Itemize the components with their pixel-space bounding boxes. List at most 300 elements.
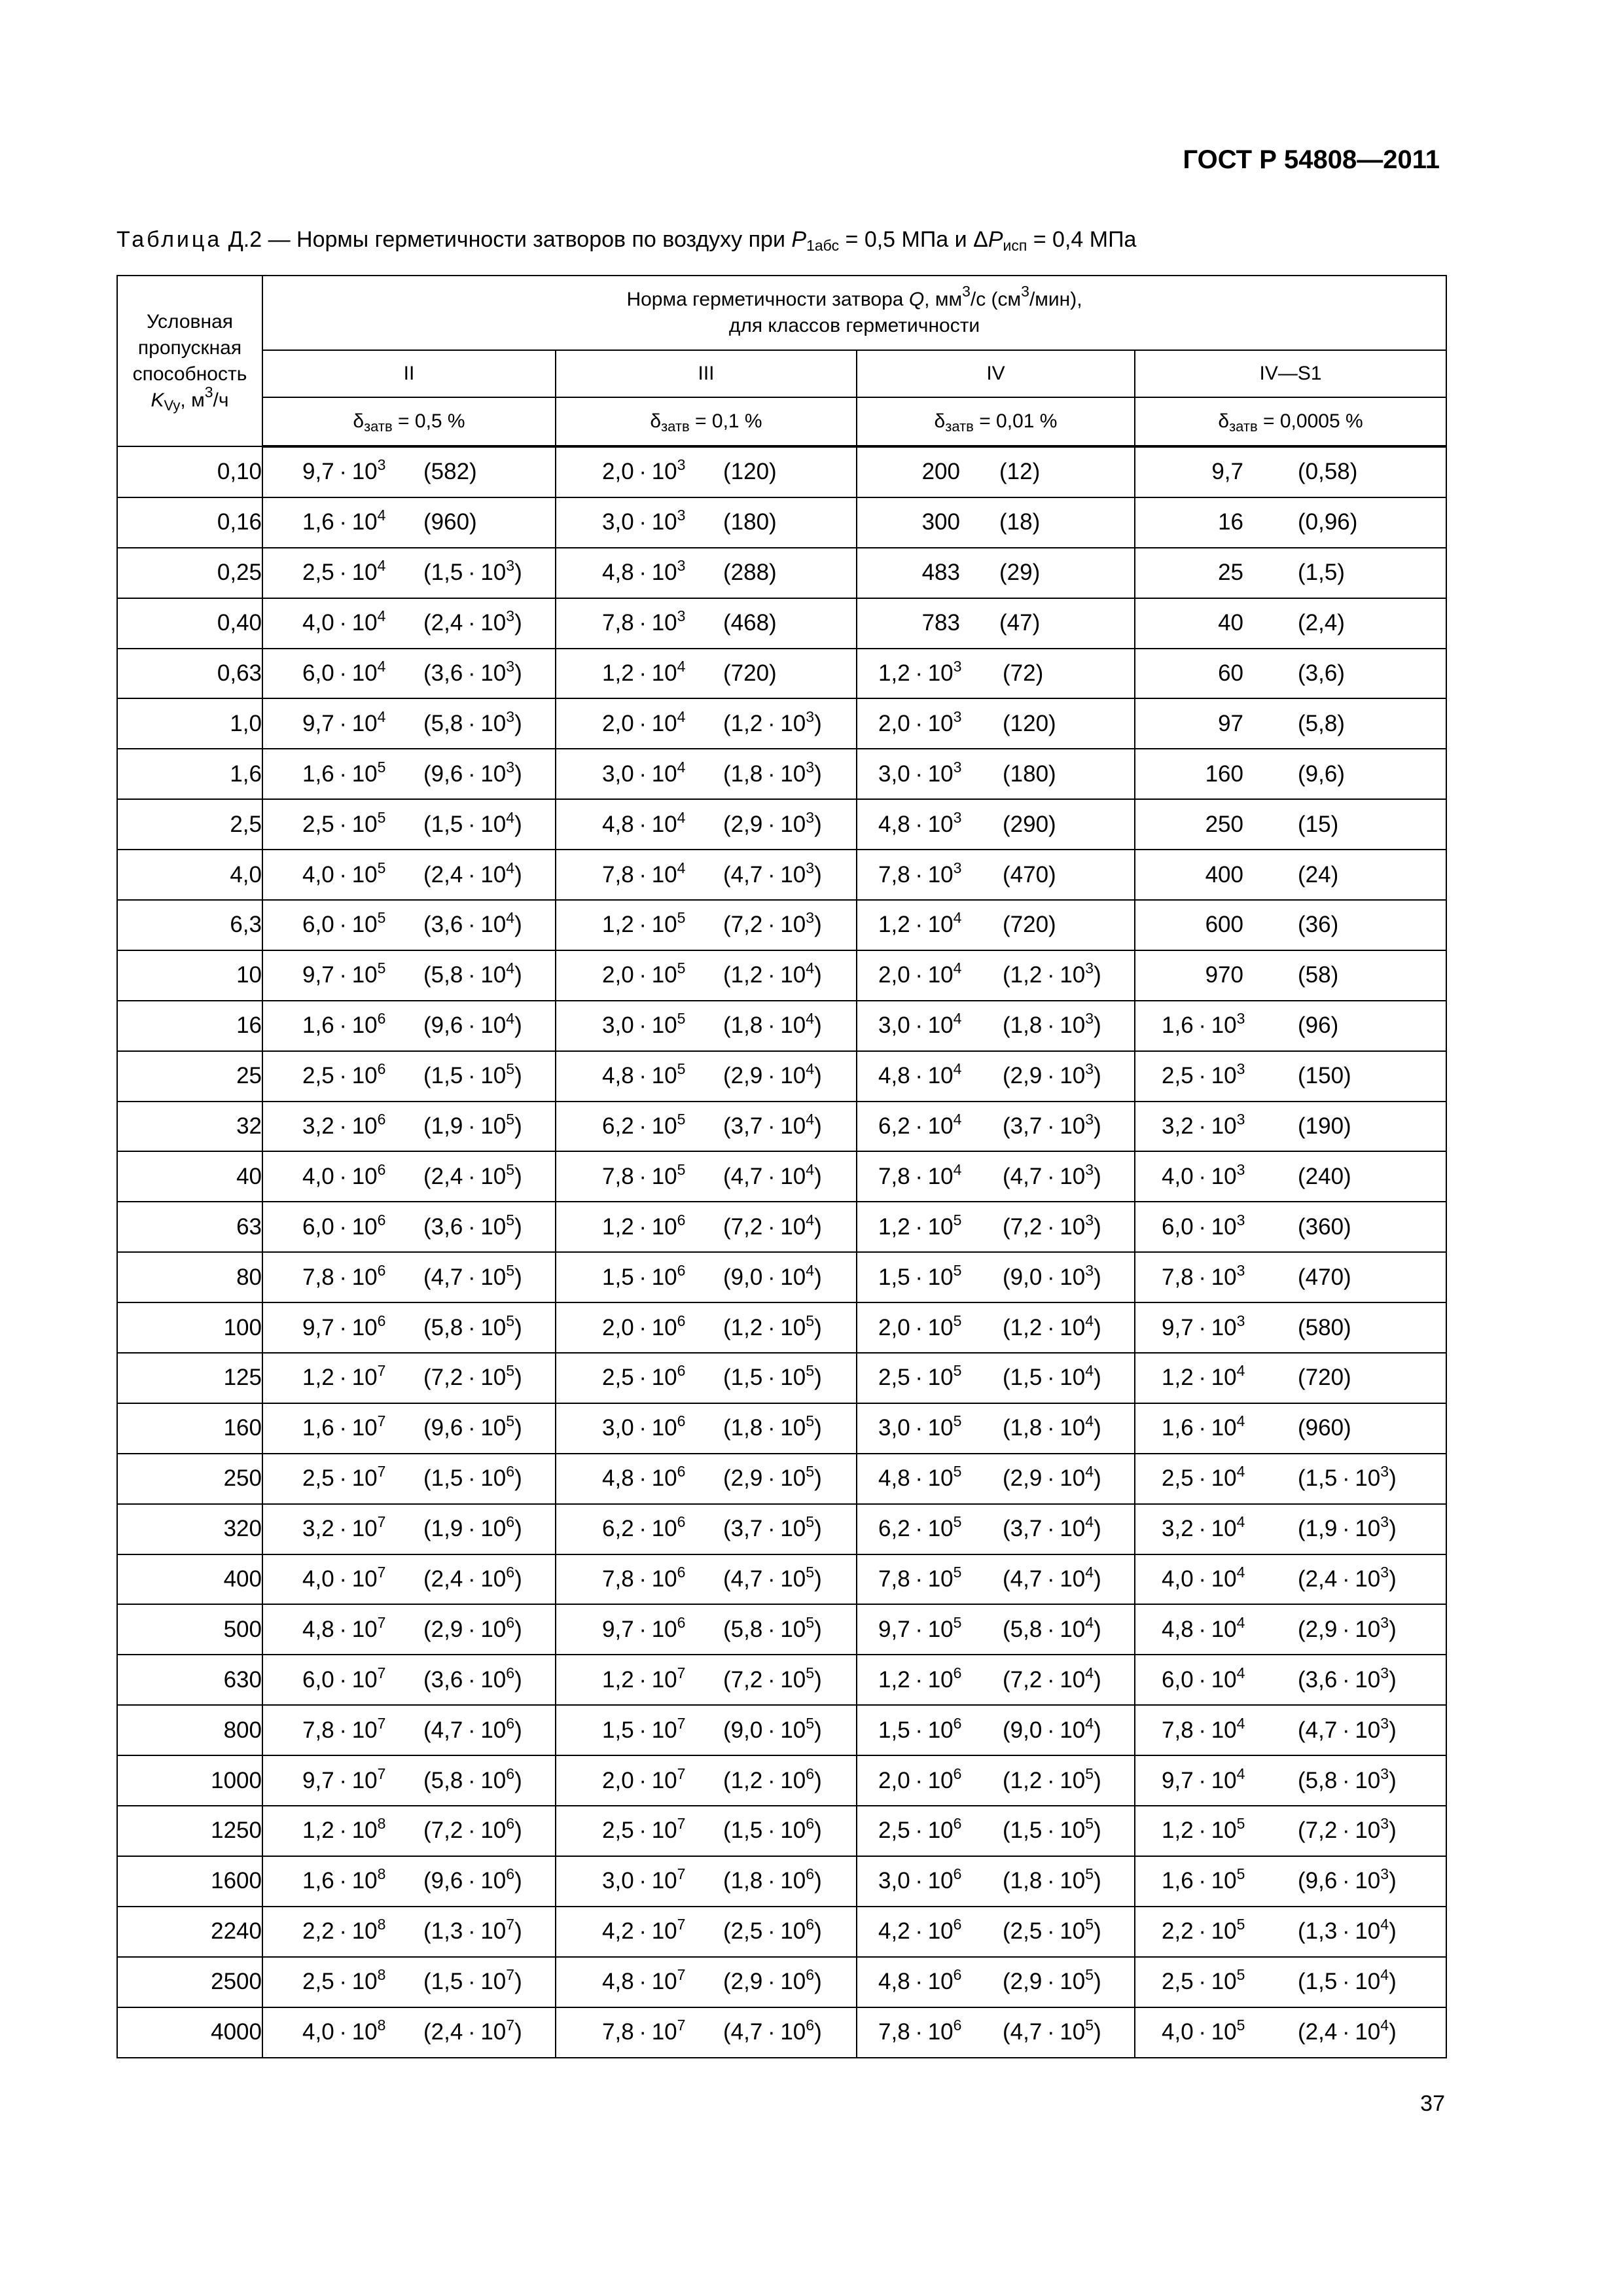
- norm-value-cm3min: $(4,7 \cdot 10^6)$: [723, 2017, 822, 2045]
- norm-value-cm3min: (2,4): [1298, 610, 1345, 636]
- norm-cell-iii: [556, 1504, 857, 1554]
- delta-header-iii: $\delta_{затв} = 0,1$ %: [556, 397, 857, 446]
- norm-cell-ii: [262, 698, 556, 749]
- norm-cell-ii: [262, 749, 556, 799]
- norm-line1-after: /мин),: [1029, 289, 1082, 310]
- norm-value-mm3s: 200: [921, 459, 960, 485]
- norm-value-cm3min: $(3,6 \cdot 10^4)$: [423, 909, 522, 938]
- kv-value: 6,3: [117, 900, 262, 950]
- norm-value-mm3s: $4,8 \cdot 10^7$: [602, 1966, 686, 1995]
- table-row: [117, 1907, 1446, 1957]
- norm-value-mm3s: $7,8 \cdot 10^3$: [878, 859, 962, 888]
- norm-cell-iv: [857, 1403, 1135, 1454]
- table-caption: [116, 227, 1491, 253]
- table-row: [117, 1403, 1446, 1454]
- table-row: [117, 1856, 1446, 1907]
- norm-value-cm3min: $(9,6 \cdot 10^5)$: [423, 1412, 522, 1441]
- norm-line1-before: Норма герметичности затвора: [626, 289, 909, 310]
- norm-value-cm3min: $(1,5 \cdot 10^6)$: [423, 1463, 522, 1492]
- table-row: [117, 598, 1446, 649]
- norm-cell-iii: [556, 1655, 857, 1705]
- norm-cell-iii: [556, 598, 857, 649]
- norm-value-cm3min: (29): [999, 560, 1041, 586]
- norm-cell-iv-s1: [1135, 446, 1446, 497]
- delta-header-ii: $\delta_{затв} = 0,5$ %: [262, 397, 556, 446]
- norm-value-mm3s: $3,0 \cdot 10^3$: [602, 507, 686, 535]
- norm-cell-iii: [556, 1302, 857, 1353]
- norm-value-cm3min: (470): [1298, 1264, 1351, 1290]
- kv-value: 25: [117, 1051, 262, 1102]
- norm-value-mm3s: $3,0 \cdot 10^4$: [602, 758, 686, 787]
- norm-value-cm3min: $(1,8 \cdot 10^5)$: [1003, 1865, 1101, 1894]
- norm-value-cm3min: (12): [999, 459, 1041, 485]
- norm-value-mm3s: $1,2 \cdot 10^5$: [878, 1211, 962, 1240]
- caption-dp-symbol: P: [988, 227, 1003, 252]
- norm-cell-iv: [857, 446, 1135, 497]
- norm-value-cm3min: $(9,6 \cdot 10^3)$: [423, 758, 522, 787]
- norm-value-cm3min: (9,6): [1298, 761, 1345, 787]
- norm-value-mm3s: $6,2 \cdot 10^5$: [602, 1111, 686, 1139]
- kv-value: 160: [117, 1403, 262, 1454]
- norm-value-mm3s: $4,8 \cdot 10^6$: [878, 1966, 962, 1995]
- norm-cell-ii: [262, 799, 556, 850]
- norm-value-cm3min: $(2,9 \cdot 10^4)$: [1003, 1463, 1101, 1492]
- norm-cell-ii: [262, 1655, 556, 1705]
- norm-cell-ii: [262, 1957, 556, 2007]
- norm-cell-iv: [857, 900, 1135, 950]
- norm-value-mm3s: $3,0 \cdot 10^6$: [878, 1865, 962, 1894]
- norm-cell-iv: [857, 1504, 1135, 1554]
- norm-cell-iv-s1: [1135, 1554, 1446, 1605]
- norm-value-cm3min: $(7,2 \cdot 10^3)$: [723, 909, 822, 938]
- norm-cell-iv-s1: [1135, 1102, 1446, 1152]
- norm-cell-iv: [857, 799, 1135, 850]
- norm-value-cm3min: $(1,2 \cdot 10^3)$: [723, 708, 822, 736]
- norm-value-cm3min: (468): [723, 610, 777, 636]
- norm-value-cm3min: $(4,7 \cdot 10^4)$: [1003, 1564, 1101, 1592]
- norm-value-mm3s: $1,2 \cdot 10^6$: [602, 1211, 686, 1240]
- kv-value: 2240: [117, 1907, 262, 1957]
- norm-value-cm3min: (58): [1298, 962, 1339, 988]
- norm-value-cm3min: $(1,2 \cdot 10^4)$: [1003, 1312, 1101, 1340]
- table-row: [117, 446, 1446, 497]
- class-header-iv: IV: [857, 350, 1135, 397]
- kv-value: 1600: [117, 1856, 262, 1907]
- norm-cell-iii: [556, 749, 857, 799]
- norm-value-cm3min: $(1,2 \cdot 10^5)$: [1003, 1765, 1101, 1793]
- norm-cell-iii: [556, 1907, 857, 1957]
- norm-value-cm3min: $(1,5 \cdot 10^5)$: [723, 1362, 822, 1391]
- norm-value-mm3s: $7,8 \cdot 10^4$: [602, 859, 686, 888]
- norm-cell-iii: [556, 649, 857, 699]
- norm-value-mm3s: $6,2 \cdot 10^4$: [878, 1111, 962, 1139]
- norm-value-cm3min: $(2,4 \cdot 10^5)$: [423, 1160, 522, 1189]
- norm-cell-iv: [857, 497, 1135, 548]
- norm-value-cm3min: $(2,5 \cdot 10^5)$: [1003, 1916, 1101, 1945]
- norm-cell-iv: [857, 1151, 1135, 1202]
- norm-value-cm3min: $(1,5 \cdot 10^3)$: [1298, 1463, 1397, 1492]
- table-row: [117, 1202, 1446, 1252]
- table-row: [117, 1554, 1446, 1605]
- norm-cell-iv: [857, 1806, 1135, 1856]
- norm-cell-iii: [556, 1353, 857, 1403]
- norm-value-mm3s: $9,7 \cdot 10^4$: [1162, 1765, 1245, 1793]
- norm-cell-iv-s1: [1135, 1403, 1446, 1454]
- norm-exp2: 3: [1021, 283, 1029, 300]
- norm-value-mm3s: 783: [921, 610, 960, 636]
- norm-value-mm3s: $3,2 \cdot 10^6$: [302, 1111, 386, 1139]
- norm-value-mm3s: $3,0 \cdot 10^6$: [602, 1412, 686, 1441]
- norm-value-mm3s: $2,0 \cdot 10^5$: [602, 960, 686, 988]
- caption-p-sub: 1абс: [806, 237, 840, 254]
- norm-value-mm3s: $6,0 \cdot 10^3$: [1162, 1211, 1245, 1240]
- norm-value-mm3s: $1,5 \cdot 10^6$: [602, 1261, 686, 1290]
- table-row: [117, 1151, 1446, 1202]
- norm-value-mm3s: $3,0 \cdot 10^4$: [878, 1010, 962, 1039]
- kv-value: 400: [117, 1554, 262, 1605]
- norm-value-cm3min: $(5,8 \cdot 10^4)$: [423, 960, 522, 988]
- kv-unit-exp: 3: [204, 383, 213, 401]
- kv-value: 1,6: [117, 749, 262, 799]
- norm-value-cm3min: $(4,7 \cdot 10^5)$: [423, 1261, 522, 1290]
- norm-value-mm3s: $4,8 \cdot 10^6$: [602, 1463, 686, 1492]
- norm-cell-iii: [556, 548, 857, 598]
- norm-value-cm3min: $(7,2 \cdot 10^4)$: [1003, 1664, 1101, 1693]
- norm-cell-iv: [857, 1604, 1135, 1655]
- kv-value: 250: [117, 1454, 262, 1504]
- norm-cell-iv: [857, 850, 1135, 900]
- table-header-row-deltas: [117, 397, 1446, 446]
- norm-value-cm3min: $(9,0 \cdot 10^4)$: [723, 1261, 822, 1290]
- table-row: [117, 1051, 1446, 1102]
- norm-value-cm3min: (290): [1003, 811, 1056, 837]
- norm-value-cm3min: $(2,9 \cdot 10^5)$: [723, 1463, 822, 1492]
- norm-value-mm3s: $7,8 \cdot 10^7$: [602, 2017, 686, 2045]
- table-row: [117, 799, 1446, 850]
- norm-cell-ii: [262, 446, 556, 497]
- norm-exp1: 3: [962, 283, 971, 300]
- norm-value-cm3min: $(4,7 \cdot 10^4)$: [723, 1160, 822, 1189]
- norm-value-cm3min: $(9,0 \cdot 10^4)$: [1003, 1714, 1101, 1743]
- norm-value-cm3min: $(1,5 \cdot 10^6)$: [723, 1815, 822, 1844]
- kv-symbol-sub: Vy: [164, 397, 181, 414]
- norm-cell-iv-s1: [1135, 548, 1446, 598]
- norm-cell-ii: [262, 548, 556, 598]
- norm-value-cm3min: (580): [1298, 1314, 1351, 1340]
- norm-cell-iv-s1: [1135, 1957, 1446, 2007]
- norm-value-cm3min: (47): [999, 610, 1041, 636]
- norm-value-mm3s: $9,7 \cdot 10^6$: [602, 1613, 686, 1642]
- norm-value-cm3min: $(7,2 \cdot 10^5)$: [723, 1664, 822, 1693]
- norm-cell-ii: [262, 649, 556, 699]
- norm-cell-ii: [262, 1001, 556, 1051]
- norm-value-mm3s: $4,8 \cdot 10^4$: [602, 808, 686, 837]
- norm-cell-ii: [262, 1403, 556, 1454]
- norm-cell-ii: [262, 1907, 556, 1957]
- norm-cell-ii: [262, 1504, 556, 1554]
- table-body: [117, 446, 1446, 2058]
- norm-value-mm3s: $7,8 \cdot 10^7$: [302, 1714, 386, 1743]
- norm-cell-iv: [857, 1102, 1135, 1152]
- norm-value-cm3min: $(3,6 \cdot 10^5)$: [423, 1211, 522, 1240]
- norm-value-mm3s: $3,2 \cdot 10^4$: [1162, 1513, 1245, 1542]
- norm-value-mm3s: $3,0 \cdot 10^3$: [878, 758, 962, 787]
- norm-value-cm3min: (5,8): [1298, 710, 1345, 736]
- norm-cell-iii: [556, 1202, 857, 1252]
- norm-value-cm3min: $(2,4 \cdot 10^3)$: [1298, 1564, 1397, 1592]
- kv-value: 800: [117, 1705, 262, 1755]
- class-header-iii: III: [556, 350, 857, 397]
- kv-value: 500: [117, 1604, 262, 1655]
- norm-cell-iv-s1: [1135, 900, 1446, 950]
- norm-value-mm3s: 160: [1205, 761, 1243, 787]
- norm-value-cm3min: $(7,2 \cdot 10^4)$: [723, 1211, 822, 1240]
- norm-value-mm3s: $4,2 \cdot 10^6$: [878, 1916, 962, 1945]
- norm-cell-iv: [857, 1454, 1135, 1504]
- norm-cell-iv-s1: [1135, 1151, 1446, 1202]
- norm-value-mm3s: $2,5 \cdot 10^7$: [302, 1463, 386, 1492]
- norm-value-cm3min: $(5,8 \cdot 10^5)$: [423, 1312, 522, 1340]
- norm-cell-iv-s1: [1135, 1302, 1446, 1353]
- table-row: [117, 1252, 1446, 1302]
- norm-value-mm3s: $2,5 \cdot 10^6$: [602, 1362, 686, 1391]
- norm-cell-iii: [556, 1554, 857, 1605]
- kv-value: 0,16: [117, 497, 262, 548]
- norm-value-cm3min: $(7,2 \cdot 10^5)$: [423, 1362, 522, 1391]
- norm-value-mm3s: $7,8 \cdot 10^6$: [878, 2017, 962, 2045]
- kv-value: 1,0: [117, 698, 262, 749]
- caption-number: Д.2: [228, 227, 262, 252]
- norm-value-cm3min: (150): [1298, 1063, 1351, 1089]
- norm-cell-iv-s1: [1135, 1454, 1446, 1504]
- table-row: [117, 749, 1446, 799]
- norm-value-mm3s: $2,2 \cdot 10^8$: [302, 1916, 386, 1945]
- norm-cell-ii: [262, 900, 556, 950]
- norm-value-mm3s: $3,0 \cdot 10^5$: [602, 1010, 686, 1039]
- norm-cell-iii: [556, 497, 857, 548]
- norm-cell-ii: [262, 1604, 556, 1655]
- norm-cell-iii: [556, 1957, 857, 2007]
- norm-cell-iv-s1: [1135, 850, 1446, 900]
- norm-cell-iii: [556, 1102, 857, 1152]
- table-row: [117, 698, 1446, 749]
- table-row: [117, 950, 1446, 1001]
- delta-header-iv-s1: $\delta_{затв} = 0,0005$ %: [1135, 397, 1446, 446]
- norm-value-mm3s: $3,2 \cdot 10^7$: [302, 1513, 386, 1542]
- norm-cell-iv-s1: [1135, 749, 1446, 799]
- kv-value: 100: [117, 1302, 262, 1353]
- norm-cell-iv-s1: [1135, 1051, 1446, 1102]
- norm-cell-iv-s1: [1135, 1705, 1446, 1755]
- norm-value-mm3s: $6,2 \cdot 10^6$: [602, 1513, 686, 1542]
- norm-cell-iii: [556, 799, 857, 850]
- norm-cell-iv: [857, 1302, 1135, 1353]
- class-header-iv-s1: IV—S1: [1135, 350, 1446, 397]
- kv-value: 0,25: [117, 548, 262, 598]
- norm-value-cm3min: $(3,7 \cdot 10^3)$: [1003, 1111, 1101, 1139]
- norm-line2: для классов герметичности: [728, 315, 980, 336]
- norm-value-mm3s: $1,5 \cdot 10^5$: [878, 1261, 962, 1290]
- norm-value-cm3min: (0,58): [1298, 459, 1358, 485]
- norm-value-cm3min: $(4,7 \cdot 10^6)$: [423, 1714, 522, 1743]
- caption-lead: Таблица: [116, 227, 223, 252]
- norm-value-cm3min: $(1,8 \cdot 10^3)$: [1003, 1010, 1101, 1039]
- norm-cell-iv-s1: [1135, 1202, 1446, 1252]
- norm-value-cm3min: $(1,5 \cdot 10^5)$: [1003, 1815, 1101, 1844]
- table-row: [117, 1454, 1446, 1504]
- norm-value-mm3s: $2,0 \cdot 10^3$: [878, 708, 962, 736]
- kv-value: 16: [117, 1001, 262, 1051]
- norm-value-mm3s: 250: [1205, 811, 1243, 837]
- norm-cell-iii: [556, 1252, 857, 1302]
- norm-cell-ii: [262, 497, 556, 548]
- norm-cell-iv-s1: [1135, 799, 1446, 850]
- norm-cell-ii: [262, 1102, 556, 1152]
- norm-value-mm3s: $7,8 \cdot 10^3$: [1162, 1261, 1245, 1290]
- norm-value-cm3min: $(1,5 \cdot 10^4)$: [1003, 1362, 1101, 1391]
- norm-value-cm3min: $(1,2 \cdot 10^3)$: [1003, 960, 1101, 988]
- norm-value-cm3min: $(5,8 \cdot 10^6)$: [423, 1765, 522, 1793]
- norm-cell-iv: [857, 698, 1135, 749]
- norm-value-cm3min: (24): [1298, 861, 1339, 888]
- norm-cell-ii: [262, 1554, 556, 1605]
- norm-value-cm3min: $(4,7 \cdot 10^3)$: [1003, 1160, 1101, 1189]
- norm-value-mm3s: $4,0 \cdot 10^5$: [302, 859, 386, 888]
- norm-value-mm3s: 300: [921, 509, 960, 535]
- norm-value-cm3min: $(3,6 \cdot 10^3)$: [423, 658, 522, 686]
- norm-value-cm3min: (360): [1298, 1213, 1351, 1240]
- page-number: 37: [1420, 2091, 1445, 2116]
- norm-value-mm3s: $2,2 \cdot 10^5$: [1162, 1916, 1245, 1945]
- kv-label-line3: способность: [132, 363, 247, 385]
- norm-value-mm3s: $1,2 \cdot 10^7$: [302, 1362, 386, 1391]
- caption-p-symbol: P: [791, 227, 807, 252]
- norm-value-mm3s: $1,6 \cdot 10^5$: [302, 758, 386, 787]
- norm-value-mm3s: $6,0 \cdot 10^4$: [1162, 1664, 1245, 1693]
- table-row: [117, 1001, 1446, 1051]
- norm-value-cm3min: $(2,5 \cdot 10^6)$: [723, 1916, 822, 1945]
- norm-cell-iv-s1: [1135, 2007, 1446, 2058]
- norm-value-mm3s: $4,2 \cdot 10^7$: [602, 1916, 686, 1945]
- norm-value-mm3s: $4,0 \cdot 10^3$: [1162, 1160, 1245, 1189]
- table-row: [117, 1504, 1446, 1554]
- norm-cell-iv-s1: [1135, 950, 1446, 1001]
- document-standard-header: ГОСТ Р 54808—2011: [1183, 145, 1440, 174]
- kv-symbol: K: [151, 389, 164, 411]
- norm-value-cm3min: (3,6): [1298, 660, 1345, 686]
- kv-value: 125: [117, 1353, 262, 1403]
- norm-value-mm3s: $2,5 \cdot 10^7$: [602, 1815, 686, 1844]
- norm-cell-iii: [556, 850, 857, 900]
- table-row: [117, 1102, 1446, 1152]
- norm-q-symbol: Q: [908, 289, 925, 310]
- kv-label-line2: пропускная: [137, 336, 242, 359]
- norm-cell-iii: [556, 698, 857, 749]
- kv-value: 630: [117, 1655, 262, 1705]
- norm-value-cm3min: (720): [1298, 1365, 1351, 1391]
- norm-cell-iv: [857, 598, 1135, 649]
- norm-cell-ii: [262, 1353, 556, 1403]
- kv-value: 1250: [117, 1806, 262, 1856]
- table-header-row-1: [117, 276, 1446, 350]
- norm-value-cm3min: $(4,7 \cdot 10^3)$: [1298, 1714, 1397, 1743]
- norm-cell-iv: [857, 649, 1135, 699]
- norm-value-cm3min: $(5,8 \cdot 10^3)$: [1298, 1765, 1397, 1793]
- norm-value-cm3min: $(2,4 \cdot 10^7)$: [423, 2017, 522, 2045]
- norm-cell-iv-s1: [1135, 1504, 1446, 1554]
- norm-value-mm3s: 9,7: [1211, 459, 1243, 485]
- norm-value-mm3s: 483: [921, 560, 960, 586]
- norm-value-mm3s: $1,2 \cdot 10^7$: [602, 1664, 686, 1693]
- norm-cell-iv-s1: [1135, 1604, 1446, 1655]
- norm-value-mm3s: $1,2 \cdot 10^6$: [878, 1664, 962, 1693]
- norm-value-mm3s: $1,5 \cdot 10^6$: [878, 1714, 962, 1743]
- norm-value-mm3s: $9,7 \cdot 10^7$: [302, 1765, 386, 1793]
- norm-value-cm3min: $(3,7 \cdot 10^4)$: [1003, 1513, 1101, 1542]
- norm-value-cm3min: $(1,9 \cdot 10^6)$: [423, 1513, 522, 1542]
- norm-cell-ii: [262, 1051, 556, 1102]
- tightness-norms-table: [116, 275, 1447, 2058]
- norm-value-cm3min: $(5,8 \cdot 10^4)$: [1003, 1613, 1101, 1642]
- norm-cell-ii: [262, 1454, 556, 1504]
- norm-cell-iv-s1: [1135, 598, 1446, 649]
- norm-cell-iii: [556, 1856, 857, 1907]
- norm-value-cm3min: $(1,2 \cdot 10^4)$: [723, 960, 822, 988]
- norm-value-mm3s: $4,8 \cdot 10^4$: [878, 1060, 962, 1089]
- norm-value-cm3min: $(2,9 \cdot 10^4)$: [723, 1060, 822, 1089]
- norm-value-cm3min: $(4,7 \cdot 10^5)$: [1003, 2017, 1101, 2045]
- norm-value-mm3s: $2,0 \cdot 10^3$: [602, 456, 686, 485]
- norm-value-mm3s: $1,6 \cdot 10^4$: [302, 507, 386, 535]
- kv-value: 0,40: [117, 598, 262, 649]
- norm-value-cm3min: $(2,4 \cdot 10^4)$: [423, 859, 522, 888]
- norm-value-cm3min: $(1,5 \cdot 10^7)$: [423, 1966, 522, 1995]
- norm-cell-ii: [262, 1755, 556, 1806]
- norm-value-mm3s: $1,2 \cdot 10^5$: [602, 909, 686, 938]
- norm-cell-iv-s1: [1135, 1655, 1446, 1705]
- table-row: [117, 2007, 1446, 2058]
- norm-value-cm3min: (120): [723, 459, 777, 485]
- norm-value-cm3min: $(1,2 \cdot 10^5)$: [723, 1312, 822, 1340]
- norm-value-mm3s: $1,6 \cdot 10^3$: [1162, 1010, 1245, 1039]
- norm-value-cm3min: $(2,4 \cdot 10^3)$: [423, 607, 522, 636]
- norm-cell-iv: [857, 1705, 1135, 1755]
- norm-value-mm3s: $4,8 \cdot 10^5$: [878, 1463, 962, 1492]
- table-header-row-classes: [117, 350, 1446, 397]
- norm-value-cm3min: $(7,2 \cdot 10^3)$: [1003, 1211, 1101, 1240]
- norm-cell-iii: [556, 1001, 857, 1051]
- norm-cell-iv-s1: [1135, 1353, 1446, 1403]
- norm-value-cm3min: (960): [1298, 1415, 1351, 1441]
- norm-cell-iii: [556, 446, 857, 497]
- kv-value: 1000: [117, 1755, 262, 1806]
- norm-value-mm3s: $2,0 \cdot 10^5$: [878, 1312, 962, 1340]
- norm-value-cm3min: $(5,8 \cdot 10^3)$: [423, 708, 522, 736]
- norm-value-mm3s: $9,7 \cdot 10^5$: [302, 960, 386, 988]
- norm-cell-iii: [556, 1051, 857, 1102]
- norm-value-cm3min: $(2,4 \cdot 10^4)$: [1298, 2017, 1397, 2045]
- norm-value-mm3s: $2,5 \cdot 10^5$: [878, 1362, 962, 1391]
- table-row: [117, 1604, 1446, 1655]
- norm-value-mm3s: 970: [1205, 962, 1243, 988]
- norm-value-cm3min: (720): [1003, 912, 1056, 938]
- kv-value: 0,63: [117, 649, 262, 699]
- norm-cell-iii: [556, 1454, 857, 1504]
- caption-dp-sub: исп: [1003, 237, 1027, 254]
- table-row: [117, 1353, 1446, 1403]
- col-header-kv: [117, 276, 262, 446]
- norm-value-mm3s: $1,2 \cdot 10^4$: [1162, 1362, 1245, 1391]
